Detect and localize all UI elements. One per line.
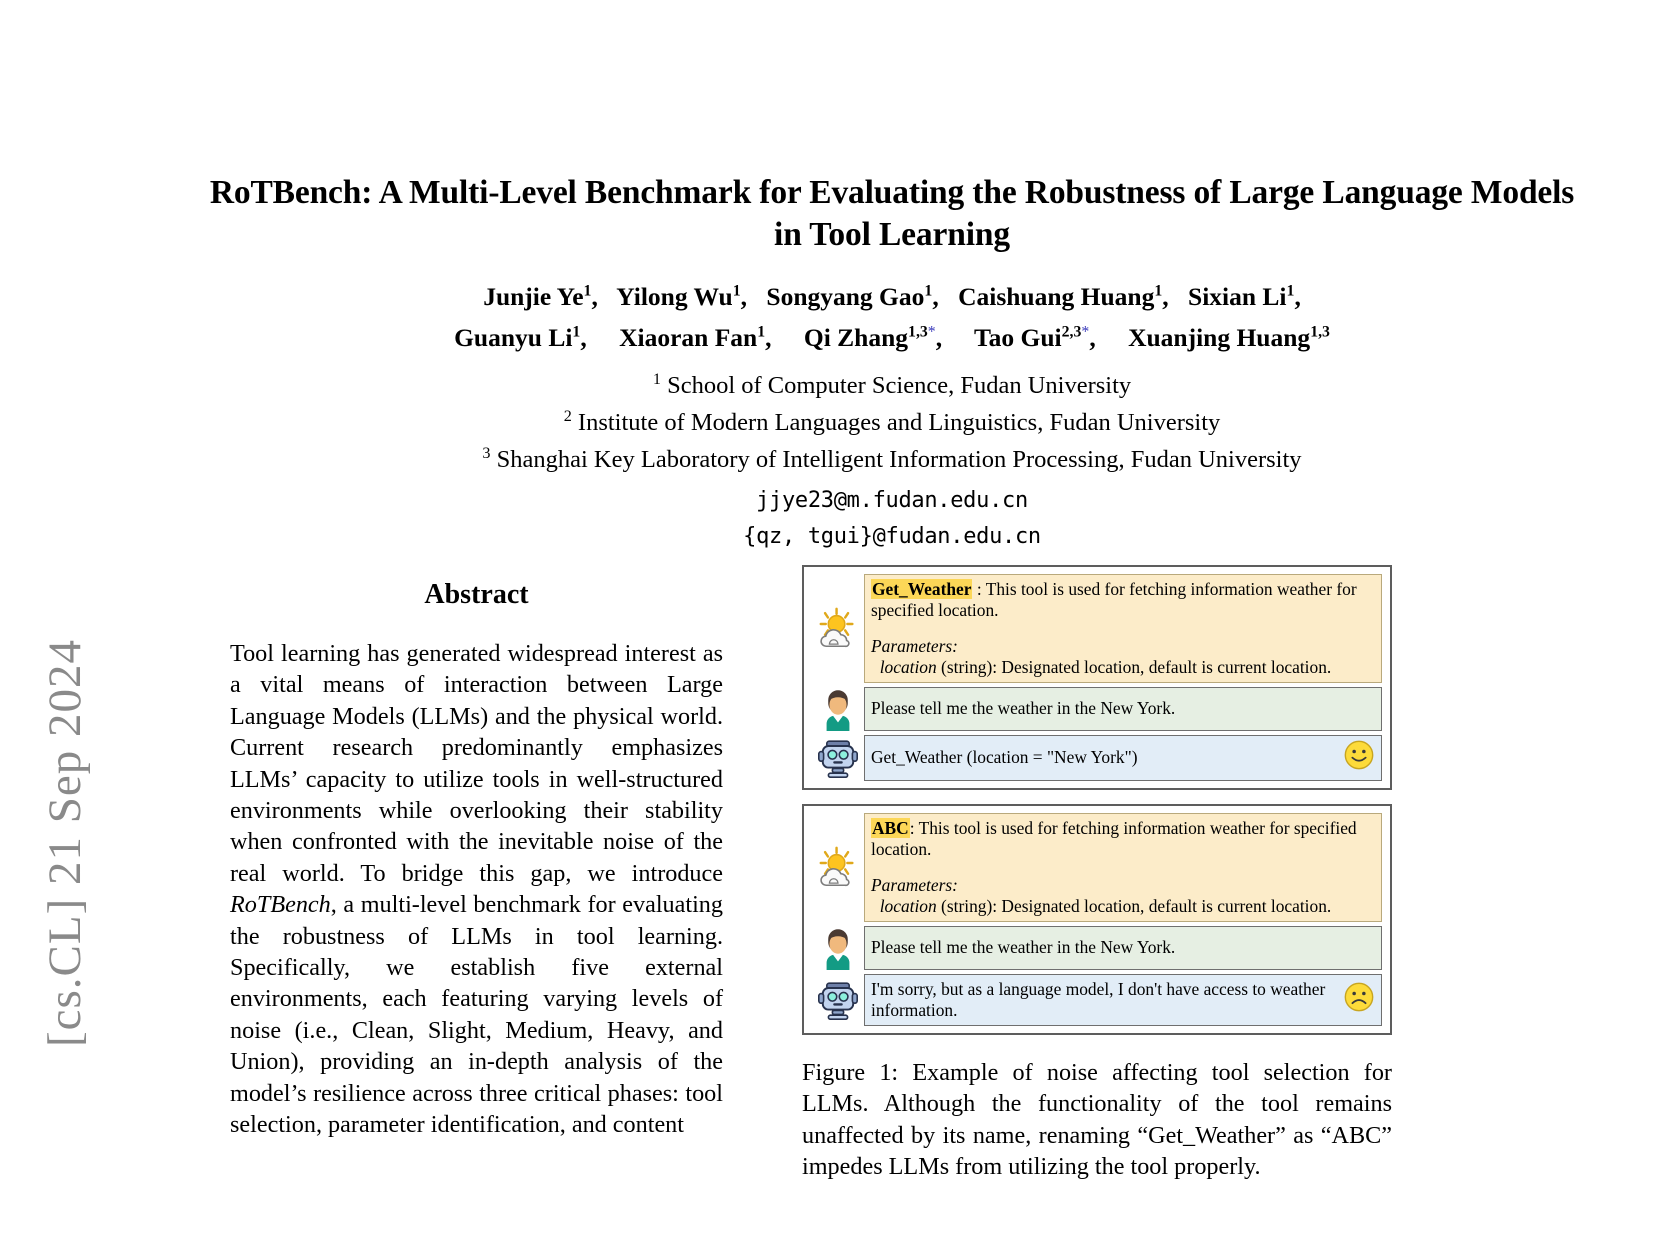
author-entry: Guanyu Li$^1$, <box>454 323 587 352</box>
user-message-text: Please tell me the weather in the New York. <box>871 937 1176 958</box>
author-affil-marker: 1 <box>924 282 933 300</box>
parameter-entry <box>871 657 1375 678</box>
tool-name-highlight: Get_Weather <box>872 579 972 599</box>
tool-name-highlight: ABC <box>872 818 909 838</box>
tool-name-separator: : <box>972 579 986 599</box>
user-message-row <box>812 687 1382 731</box>
parameter-entry <box>871 896 1375 917</box>
tool-description-row <box>812 813 1382 922</box>
author-entry: Yilong Wu$^1$, <box>616 282 748 311</box>
bot-message-row <box>812 974 1382 1026</box>
author-affil-marker: 2,3* <box>1061 323 1090 341</box>
arxiv-stamp <box>0 0 130 1241</box>
affiliation-marker: 3 <box>482 444 491 462</box>
author-entry: Xiaoran Fan$^1$, <box>619 323 772 352</box>
arxiv-stamp-text: [cs.CL] 21 Sep 2024 <box>39 638 91 1047</box>
bot-message-text: Get_Weather (location = "New York") <box>871 747 1138 768</box>
email-primary[interactable]: jjye23@m.fudan.edu.cn <box>756 488 1028 513</box>
user-avatar-icon <box>812 687 864 731</box>
author-list <box>130 276 1654 358</box>
paper-page <box>130 0 1654 1241</box>
author-entry: Songyang Gao$^1$, <box>766 282 939 311</box>
author-affil-marker: 1 <box>732 282 741 300</box>
author-affil-marker: 1 <box>572 323 581 341</box>
parameter-name: location <box>879 656 937 677</box>
affiliation-item: $^2$ Institute of Modern Languages and Linguistics, Fudan University <box>563 407 1221 436</box>
author-entry: Tao Gui$^{2,3*}$, <box>974 323 1096 352</box>
tool-description-text: This tool is used for fetching information weather for specified location. <box>871 579 1357 620</box>
author-entry: Xuanjing Huang$^{1,3}$ <box>1128 323 1330 352</box>
weather-sun-cloud-icon <box>812 813 864 922</box>
parameter-description: (string): Designated location, default is current location. <box>936 895 1332 916</box>
left-column <box>230 565 723 1141</box>
author-affil-marker: 1 <box>757 323 766 341</box>
robot-avatar-icon <box>812 974 864 1026</box>
sad-face-icon <box>1344 982 1374 1018</box>
abstract-heading: Abstract <box>424 579 529 610</box>
right-column <box>802 565 1392 1183</box>
author-affil-marker: 1,3* <box>908 323 936 341</box>
user-avatar-icon <box>812 926 864 970</box>
corresponding-author-star: * <box>1081 323 1090 341</box>
author-affil-marker: 1 <box>583 282 592 300</box>
email-secondary[interactable]: {qz, tgui}@fudan.edu.cn <box>743 524 1041 549</box>
abstract-part-2: , a multi-level benchmark for evaluating the robustness of LLMs in tool learning. Specifically, we establish five external environments, each featuring varying levels of noise (i.e., Clean, Slight, Medium, Heavy, and Union), providing an in-depth analysis of the model’s resilience across three critical phases: tool selection, parameter identification, and content <box>230 891 723 1139</box>
bot-message-row <box>812 735 1382 781</box>
figure-caption: Figure 1: Example of noise affecting tool selection for LLMs. Although the functionality of the tool remains unaffected by its name, renaming “Get_Weather” as “ABC” impedes LLMs from utilizing the tool properly. <box>802 1059 1392 1181</box>
user-message-bubble <box>864 687 1382 731</box>
user-message-row <box>812 926 1382 970</box>
author-line-1 <box>130 276 1654 317</box>
title-block <box>130 172 1654 256</box>
author-affil-marker: 1,3 <box>1310 323 1330 341</box>
parameters-label: Parameters: <box>871 875 958 895</box>
author-affil-marker: 1 <box>1286 282 1295 300</box>
tool-description-text: This tool is used for fetching information weather for specified location. <box>871 818 1357 859</box>
weather-sun-cloud-icon <box>812 574 864 683</box>
author-entry: Qi Zhang$^{1,3*}$, <box>803 323 943 352</box>
abstract-part-1: Tool learning has generated widespread interest as a vital means of interaction between Large Language Models (LLMs) and the physical world. Current research predominantly emphasizes LLMs’ capacity to utilize tools in well-structured environments while overlooking their stability when confronted with the inevitable noise of the real world. To bridge this gap, we introduce <box>230 640 723 887</box>
affiliation-item: $^3$ Shanghai Key Laboratory of Intelligent Information Processing, Fudan University <box>482 444 1302 473</box>
affiliation-marker: 2 <box>563 407 572 425</box>
affiliation-item: $^1$ School of Computer Science, Fudan University <box>652 370 1132 399</box>
author-entry: Sixian Li$^1$, <box>1188 282 1301 311</box>
figure-panel-noisy <box>802 804 1392 1035</box>
bot-message-bubble <box>864 735 1382 781</box>
affiliation-list <box>130 367 1654 478</box>
robot-avatar-icon <box>812 735 864 781</box>
author-entry: Caishuang Huang$^1$, <box>958 282 1169 311</box>
happy-face-icon <box>1344 740 1374 776</box>
affiliation-marker: 1 <box>652 370 661 388</box>
abstract-body <box>230 638 723 1141</box>
parameters-label: Parameters: <box>871 636 958 656</box>
user-message-bubble <box>864 926 1382 970</box>
author-line-2 <box>130 317 1654 358</box>
author-affil-marker: 1 <box>1154 282 1163 300</box>
email-list <box>130 483 1654 555</box>
parameter-description: (string): Designated location, default is current location. <box>936 656 1332 677</box>
abstract-emphasis-rotbench: RoTBench <box>230 891 331 919</box>
user-message-text: Please tell me the weather in the New York. <box>871 698 1176 719</box>
bot-message-bubble <box>864 974 1382 1026</box>
tool-description-row <box>812 574 1382 683</box>
page-title: RoTBench: A Multi-Level Benchmark for Evaluating the Robustness of Large Language Models in Tool Learning <box>209 174 1575 253</box>
bot-message-text: I'm sorry, but as a language model, I don't have access to weather information. <box>871 979 1326 1020</box>
corresponding-author-star: * <box>927 323 936 341</box>
parameter-name: location <box>879 895 937 916</box>
tool-name-separator: : <box>909 818 919 838</box>
figure-panel-clean <box>802 565 1392 790</box>
author-entry: Junjie Ye$^1$, <box>483 282 598 311</box>
tool-description-bubble <box>864 813 1382 922</box>
tool-description-bubble <box>864 574 1382 683</box>
